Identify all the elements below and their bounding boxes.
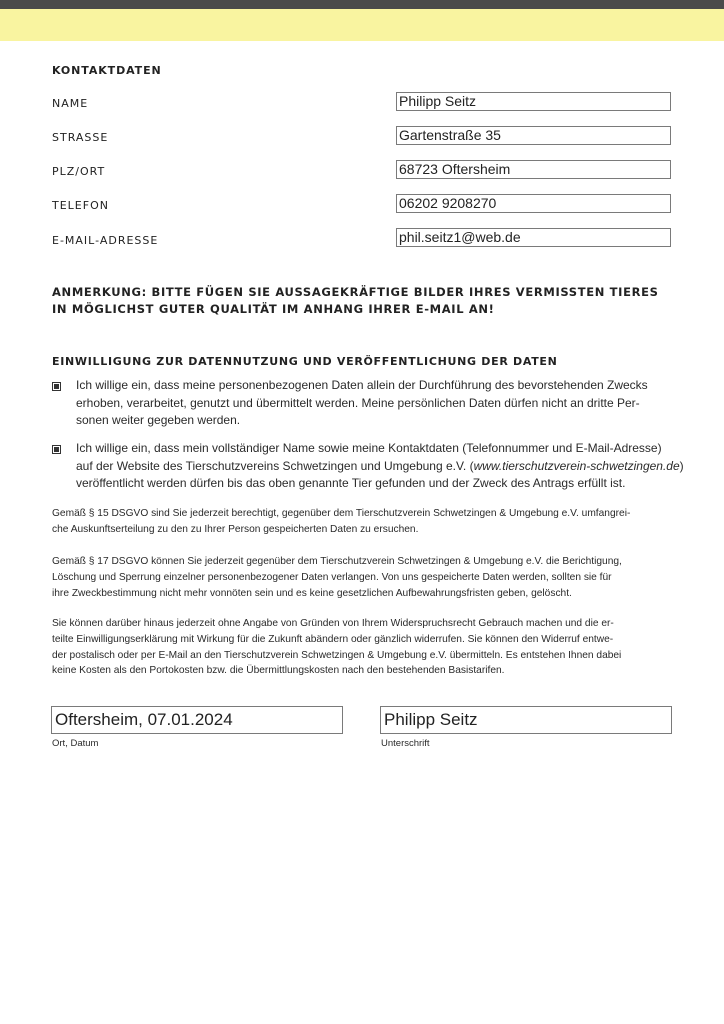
consent-publication-checkbox[interactable] (52, 445, 61, 454)
consent-line: veröffentlicht werden dürfen bis das oben genannte Tier gefunden und der Zweck des Antrags erfüllt ist. (76, 476, 626, 490)
legal-line: teilte Einwilligungserklärung mit Wirkung für die Zukunft abändern oder gänzlich widerrufen. Sie können den Widerruf entwe- (52, 633, 614, 645)
legal-line: Sie können darüber hinaus jederzeit ohne Angabe von Gründen von Ihrem Widerspruchsrecht Gebrauch machen und die er- (52, 618, 614, 629)
legal-line: che Auskunftserteilung zu den zu Ihrer Person gespeicherten Daten zu ersuchen. (52, 523, 419, 535)
place-date-field[interactable]: Oftersheim, 07.01.2024 (51, 706, 343, 734)
place-date-caption: Ort, Datum (52, 738, 99, 749)
consent-section-title: EINWILLIGUNG ZUR DATENNUTZUNG UND VERÖFFENTLICHUNG DER DATEN (52, 355, 558, 368)
highlight-band (0, 9, 724, 41)
consent-publication-text (76, 440, 684, 493)
legal-line: keine Kosten als den Portokosten bzw. die Übermittlungskosten nach den bestehenden Basistarifen. (52, 665, 505, 677)
consent-line: Ich willige ein, dass mein vollständiger Name sowie meine Kontaktdaten (Telefonnummer und E-Mail-Adresse) (76, 441, 662, 455)
name-field[interactable]: Philipp Seitz (396, 92, 671, 111)
phone-field[interactable]: 06202 9208270 (396, 194, 671, 213)
website-link[interactable]: www.tierschutzverein-schwetzingen.de (473, 458, 680, 473)
top-bar (0, 0, 724, 9)
street-label: STRASSE (52, 131, 109, 144)
legal-paragraph-revocation (52, 616, 674, 679)
signature-caption: Unterschrift (381, 738, 430, 749)
phone-label: TELEFON (52, 199, 109, 212)
photo-note-line: ANMERKUNG: BITTE FÜGEN SIE AUSSAGEKRÄFTIGE BILDER IHRES VERMISSTEN TIERES (52, 285, 659, 299)
consent-line: Ich willige ein, dass meine personenbezogenen Daten allein der Durchführung des bevorstehenden Zwecks (76, 378, 648, 392)
zip-city-field[interactable]: 68723 Oftersheim (396, 160, 671, 179)
legal-paragraph-art17 (52, 554, 674, 601)
legal-line: der postalisch oder per E-Mail an den Tierschutzverein Schwetzingen & Umgebung e.V. übermitteln. Es entstehen Ihnen dabei (52, 649, 622, 661)
email-label: E-MAIL-ADRESSE (52, 234, 159, 247)
contact-section-title: KONTAKTDATEN (52, 64, 162, 77)
consent-line-part: auf der Website des Tierschutzvereins Schwetzingen und Umgebung e.V. ( (76, 458, 474, 473)
consent-line-with-link (76, 458, 684, 476)
legal-paragraph-art15 (52, 506, 674, 538)
photo-note-line: IN MÖGLICHST GUTER QUALITÄT IM ANHANG IHRER E-MAIL AN! (52, 302, 495, 316)
consent-line: sonen weiter gegeben werden. (76, 413, 241, 427)
consent-line: erhoben, verarbeitet, genutzt und übermittelt werden. Meine persönlichen Daten dürfen nicht an dritte Per- (76, 395, 640, 410)
legal-line: Löschung und Sperrung einzelner personenbezogener Daten verlangen. Von uns gespeicherte Daten werden, sollten sie für (52, 571, 612, 583)
zip-city-label: PLZ/ORT (52, 165, 106, 178)
legal-line: Gemäß § 17 DSGVO können Sie jederzeit gegenüber dem Tierschutzverein Schwetzingen & Umgebung e.V. die Berichtigung, (52, 556, 622, 567)
legal-line: ihre Zweckbestimmung nicht mehr vonnöten sein und es keine gesetzlichen Aufbewahrungsfristen geben, gelöscht. (52, 587, 572, 599)
legal-line: Gemäß § 15 DSGVO sind Sie jederzeit berechtigt, gegenüber dem Tierschutzverein Schwetzingen & Umgebung e.V. umfangrei- (52, 508, 631, 519)
photo-note (52, 284, 692, 318)
consent-line-part: ) (679, 458, 684, 473)
signature-field[interactable]: Philipp Seitz (380, 706, 672, 734)
email-field[interactable]: phil.seitz1@web.de (396, 228, 671, 247)
name-label: NAME (52, 97, 89, 110)
consent-data-processing-text (76, 377, 672, 430)
street-field[interactable]: Gartenstraße 35 (396, 126, 671, 145)
consent-data-processing-checkbox[interactable] (52, 382, 61, 391)
